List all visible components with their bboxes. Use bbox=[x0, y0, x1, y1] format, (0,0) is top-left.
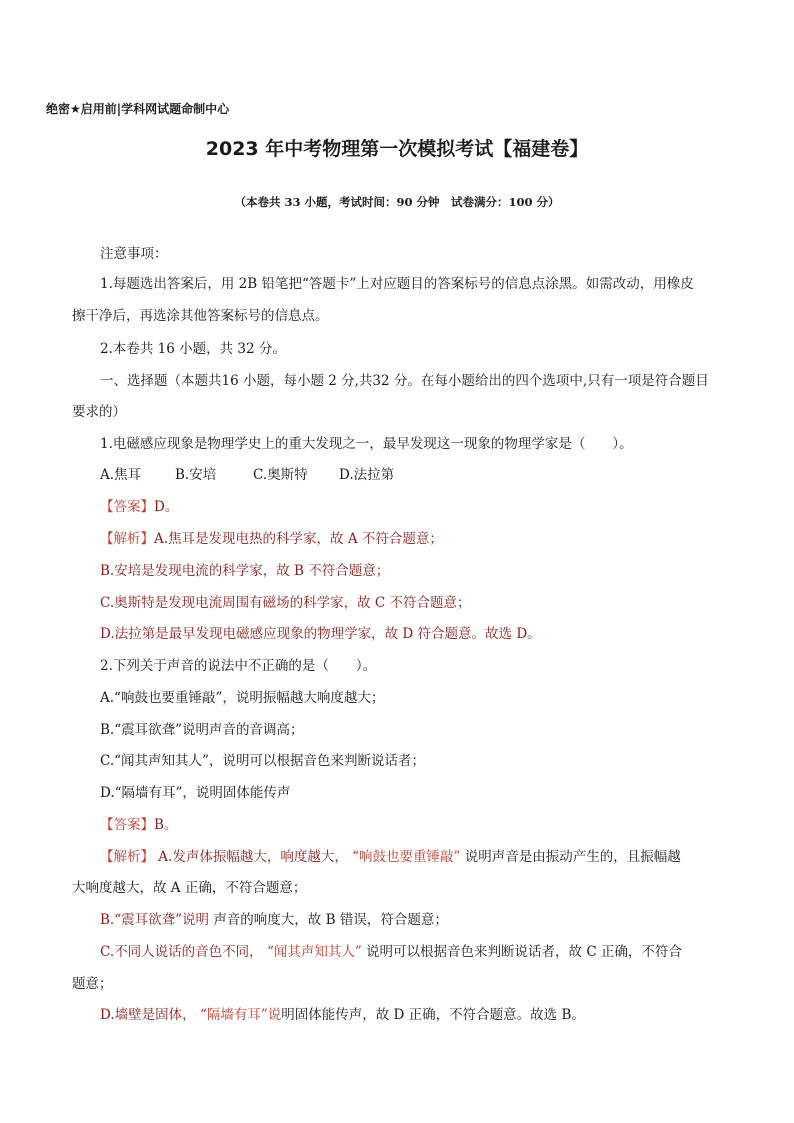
notes-item-1: 1.每题选出答案后，用 2B 铅笔把“答题卡”上对应题目的答案标号的信息点涂黑。如需改动，用橡皮 bbox=[100, 276, 694, 292]
notes-item-2: 2.本卷共 16 小题，共 32 分。 bbox=[100, 341, 286, 357]
q2-answer-value: B。 bbox=[154, 817, 178, 833]
q2-analysis-a-post: 说明声音是由振动产生的，且振幅越 bbox=[464, 849, 681, 865]
q1-answer-label: 【答案】 bbox=[100, 499, 154, 515]
q2-analysis-b-pre: B.“震耳欲聋”说明 bbox=[100, 912, 210, 928]
q1-analysis-c: C.奥斯特是发现电流周围有磁场的科学家，故 C 不符合题意； bbox=[100, 595, 471, 611]
q2-option-a: A.“响鼓也要重锤敲”，说明振幅越大响度越大； bbox=[100, 690, 385, 706]
q2-analysis-d-post: 明固体能传声，故 D 正确，不符合题意。故选 B。 bbox=[281, 1007, 585, 1023]
q2-analysis-c-quote: “闻其声知其人” bbox=[266, 944, 362, 960]
q1-option-d: D.法拉第 bbox=[339, 467, 395, 483]
notes-heading: 注意事项： bbox=[100, 246, 168, 262]
q1-analysis-a bbox=[100, 530, 443, 548]
q2-analysis-d bbox=[100, 1006, 585, 1024]
q1-option-c: C.奥斯特 bbox=[253, 467, 308, 483]
q1-option-b: B.安培 bbox=[175, 467, 217, 483]
q1-stem: 1.电磁感应现象是物理学史上的重大发现之一，最早发现这一现象的物理学家是（ ）。 bbox=[100, 436, 633, 452]
q2-analysis-a-quote: “响鼓也要重锤敲” bbox=[352, 849, 461, 865]
q2-option-b: B.“震耳欲聋”说明声音的音调高； bbox=[100, 722, 304, 738]
confidential-header: 绝密★启用前|学科网试题命制中心 bbox=[46, 102, 230, 116]
q2-analysis-b bbox=[100, 911, 448, 929]
q1-analysis-label: 【解析】 bbox=[100, 531, 154, 547]
q2-analysis-c-cont: 题意； bbox=[72, 976, 113, 992]
q1-answer bbox=[100, 498, 178, 516]
q2-analysis-a-pre: A.发声体振幅越大，响度越大， bbox=[158, 849, 348, 865]
q1-options bbox=[100, 466, 394, 484]
q2-answer-label: 【答案】 bbox=[100, 817, 154, 833]
section-heading-cont: 要求的） bbox=[72, 404, 126, 420]
exam-title: 2023 年中考物理第一次模拟考试【福建卷】 bbox=[205, 138, 589, 160]
q2-option-c: C.“闻其声知其人”，说明可以根据音色来判断说话者； bbox=[100, 753, 425, 769]
q2-analysis-d-quote: “隔墙有耳”说 bbox=[199, 1007, 282, 1023]
q2-analysis-label: 【解析】 bbox=[100, 849, 154, 865]
q2-stem: 2.下列关于声音的说法中不正确的是（ ）。 bbox=[100, 658, 377, 674]
q1-analysis-text: A.焦耳是发现电热的科学家，故 A 不符合题意； bbox=[154, 531, 443, 547]
q1-answer-value: D。 bbox=[154, 499, 179, 515]
q2-analysis-c bbox=[100, 943, 682, 961]
q2-answer bbox=[100, 816, 177, 834]
q1-analysis-b: B.安培是发现电流的科学家，故 B 不符合题意； bbox=[100, 563, 390, 579]
q1-option-a: A.焦耳 bbox=[100, 467, 142, 483]
q2-analysis-a-cont: 大响度越大，故 A 正确，不符合题意； bbox=[72, 880, 307, 896]
q2-analysis-a bbox=[100, 848, 681, 866]
q2-analysis-c-post: 说明可以根据音色来判断说话者，故 C 正确，不符合 bbox=[366, 944, 682, 960]
q1-analysis-d: D.法拉第是最早发现电磁感应现象的物理学家，故 D 符合题意。故选 D。 bbox=[100, 626, 541, 642]
q2-analysis-d-pre: D.墙壁是固体， bbox=[100, 1007, 196, 1023]
q2-analysis-b-post: 声音的响度大，故 B 错误，符合题意； bbox=[213, 912, 448, 928]
exam-subtitle: （本卷共 33 小题，考试时间：90 分钟 试卷满分：100 分） bbox=[234, 195, 560, 209]
q2-analysis-c-pre: C.不同人说话的音色不同， bbox=[100, 944, 263, 960]
q2-option-d: D.“隔墙有耳”，说明固体能传声 bbox=[100, 785, 291, 801]
notes-item-1-cont: 擦干净后，再选涂其他答案标号的信息点。 bbox=[72, 308, 329, 324]
section-heading: 一、选择题（本题共16 小题，每小题 2 分,共32 分。在每小题给出的四个选项中,只有一项是符合题目 bbox=[100, 373, 709, 389]
